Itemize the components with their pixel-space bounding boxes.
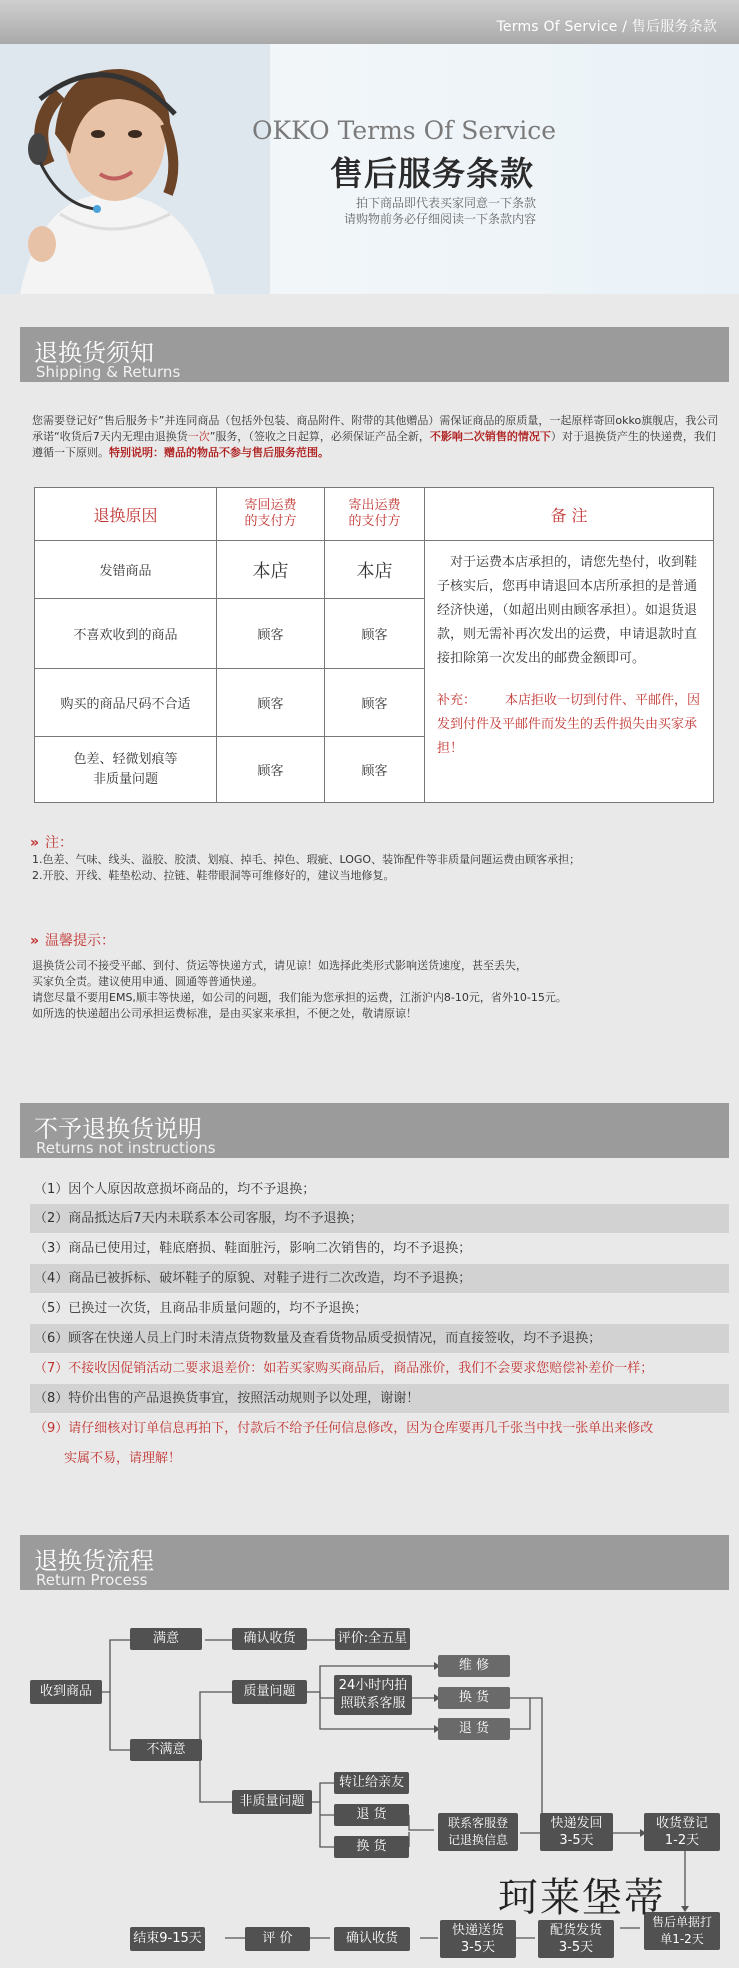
note-line-1: 1.色差、气味、线头、溢胶、胶渍、划痕、掉毛、掉色、瑕疵、LOGO、装饰配件等非质量问题运费由顾客承担； bbox=[32, 853, 581, 866]
section-title: 退换货须知 bbox=[34, 339, 154, 367]
no-return-item-9-cont: 实属不易，请理解！ bbox=[64, 1451, 182, 1466]
flow-refund-2: 退 货 bbox=[334, 1804, 409, 1826]
flow-contact-24h bbox=[334, 1675, 412, 1715]
th-out-fee-b: 的支付方 bbox=[348, 514, 401, 529]
th-back-fee bbox=[217, 488, 325, 541]
flow-confirm-receipt-2: 确认收货 bbox=[334, 1927, 410, 1951]
flow-rate-five-star: 评价:全五星 bbox=[335, 1628, 410, 1650]
no-return-item-2: （2）商品抵达后7天内未联系本公司客服，均不予退换； bbox=[30, 1204, 729, 1233]
th-back-fee-b: 的支付方 bbox=[244, 514, 297, 529]
flow-contact-cs bbox=[438, 1813, 518, 1851]
flow-ship-out bbox=[440, 1920, 516, 1958]
flow-exchange: 换 货 bbox=[438, 1687, 510, 1709]
row4-reason bbox=[35, 737, 217, 803]
tip-line-4: 如所选的快递超出公司承担运费标准，是由买家来承担，不便之处，敬请原谅！ bbox=[32, 1007, 417, 1020]
section-header-returns bbox=[20, 327, 729, 382]
section-title: 不予退换货说明 bbox=[34, 1115, 202, 1143]
th-reason: 退换原因 bbox=[35, 488, 217, 541]
row4-back: 顾客 bbox=[217, 737, 325, 803]
flow-ship-out-b: 3-5天 bbox=[460, 1940, 496, 1955]
intro-text-2: ”服务，（签收之日起算，必须保证产品全新， bbox=[209, 430, 430, 443]
no-return-item-6: （6）顾客在快递人员上门时未清点货物数量及查看货物品质受损情况，而直接签收，均不予退换； bbox=[30, 1324, 729, 1353]
note-line-2: 2.开胶、开线、鞋垫松动、拉链、鞋带眼洞等可维修好的，建议当地修复。 bbox=[32, 869, 395, 882]
flow-gift-to-friend: 转让给亲友 bbox=[334, 1772, 409, 1794]
row2-reason: 不喜欢收到的商品 bbox=[35, 599, 217, 669]
row3-back: 顾客 bbox=[217, 669, 325, 737]
flow-non-quality-issue: 非质量问题 bbox=[232, 1790, 312, 1814]
double-chevron-icon: » bbox=[30, 933, 40, 949]
row2-out: 顾客 bbox=[325, 599, 425, 669]
brand-watermark: 珂莱堡蒂 bbox=[498, 1875, 666, 1921]
remark-supplement: 本店拒收一切到付件、平邮件，因发到付件及平邮件而发生的丢件损失由买家承担！ bbox=[437, 693, 700, 756]
flow-unsatisfied: 不满意 bbox=[130, 1739, 202, 1761]
intro-text-1: 您需要登记好“售后服务卡”并连同商品（包括外包装、商品附件、附带的其他赠品）需保证商品的原质量，一起原样寄回okko旗舰店，我公司承诺“收货后7天内无理由退换货 bbox=[32, 414, 719, 443]
flow-reissue-order-b: 单1-2天 bbox=[660, 1932, 704, 1946]
no-return-item-4: （4）商品已被拆标、破坏鞋子的原貌、对鞋子进行二次改造，均不予退换； bbox=[30, 1264, 729, 1293]
customer-service-woman-image bbox=[0, 44, 270, 294]
row4-reason-a: 色差、轻微划痕等 bbox=[73, 751, 178, 767]
hero-banner bbox=[0, 44, 739, 294]
th-remark: 备 注 bbox=[425, 488, 714, 541]
flow-satisfied: 满意 bbox=[130, 1628, 202, 1650]
flow-refund: 退 货 bbox=[438, 1718, 510, 1740]
notes-title bbox=[30, 832, 73, 852]
flow-ship-out-a: 快递送货 bbox=[451, 1923, 504, 1938]
flow-contact-cs-a: 联系客服登 bbox=[447, 1816, 508, 1830]
hero-title-cn: 售后服务条款 bbox=[330, 154, 534, 193]
flow-reissue-order-a: 售后单据打 bbox=[651, 1915, 712, 1929]
return-shipping-table bbox=[34, 487, 714, 803]
tip-line-1: 退换货公司不接受平邮、到付、货运等快递方式，请见谅！如选择此类形式影响送货速度，甚至丢失， bbox=[32, 959, 527, 972]
tips-lines bbox=[32, 958, 722, 1022]
section-title: 退换货流程 bbox=[34, 1547, 154, 1575]
flow-contact-24h-a: 24小时内拍 bbox=[338, 1678, 408, 1693]
remark-cell bbox=[425, 541, 714, 803]
section-header-no-returns bbox=[20, 1103, 729, 1158]
remark-text-1: 对于运费本店承担的，请您先垫付，收到鞋子核实后，您再申请退回本店所承担的是普通经济快递，（如超出则由顾客承担）。如退货退款，则无需补再次发出的运费，申请退款时直接扣除第一次发出的邮费金额即可。 bbox=[437, 555, 698, 666]
flow-dispatch bbox=[538, 1920, 614, 1958]
no-return-item-5: （5）已换过一次货，且商品非质量问题的，均不予退换； bbox=[34, 1301, 368, 1316]
row1-back: 本店 bbox=[217, 541, 325, 599]
flow-receipt-register bbox=[644, 1813, 720, 1851]
hero-title-en: OKKO Terms Of Service bbox=[252, 116, 557, 145]
intro-text-3: ）对于退换货产生的快递费，我们遵循一下原则。 bbox=[32, 430, 716, 459]
flow-receipt-register-b: 1-2天 bbox=[664, 1833, 700, 1848]
no-return-item-8: （8）特价出售的产品退换货事宜，按照活动规则予以处理，谢谢！ bbox=[30, 1384, 729, 1413]
flow-contact-24h-b: 照联系客服 bbox=[340, 1696, 406, 1711]
row4-out: 顾客 bbox=[325, 737, 425, 803]
remark-label: 补充： bbox=[437, 693, 477, 708]
row4-reason-b: 非质量问题 bbox=[92, 771, 158, 787]
row1-out: 本店 bbox=[325, 541, 425, 599]
hero-line-2: 请购物前务必仔细阅读一下条款内容 bbox=[344, 212, 537, 226]
intro-red-1: 一次 bbox=[187, 430, 210, 443]
double-chevron-icon: » bbox=[30, 835, 40, 851]
flow-dispatch-b: 3-5天 bbox=[558, 1940, 594, 1955]
flow-receipt-register-a: 收货登记 bbox=[655, 1816, 708, 1831]
flow-repair: 维 修 bbox=[438, 1655, 510, 1677]
row3-out: 顾客 bbox=[325, 669, 425, 737]
tips-title-text: 温馨提示： bbox=[45, 933, 116, 949]
th-out-fee-a: 寄出运费 bbox=[348, 498, 401, 513]
tip-line-2: 买家负全责。建议使用申通、圆通等普通快递。 bbox=[32, 975, 263, 988]
remark-text-2 bbox=[437, 689, 701, 761]
flow-confirm-receipt: 确认收货 bbox=[232, 1628, 307, 1650]
section-subtitle: Shipping & Returns bbox=[36, 363, 181, 381]
no-return-item-3: （3）商品已使用过，鞋底磨损、鞋面脏污，影响二次销售的，均不予退换； bbox=[34, 1241, 472, 1256]
breadcrumb: Terms Of Service / 售后服务条款 bbox=[496, 19, 717, 35]
no-return-item-7: （7）不接收因促销活动二要求退差价：如若买家购买商品后，商品涨价，我们不会要求您赔偿补差价一样； bbox=[34, 1361, 654, 1376]
th-out-fee bbox=[325, 488, 425, 541]
flow-quality-issue: 质量问题 bbox=[232, 1680, 307, 1704]
top-bar bbox=[0, 0, 739, 44]
tip-line-3: 请您尽量不要用EMS,顺丰等快递，如公司的问题，我们能为您承担的运费，江浙沪内8-10元，省外10-15元。 bbox=[32, 991, 567, 1004]
flow-exchange-2: 换 货 bbox=[334, 1836, 409, 1858]
hero-line-1: 拍下商品即代表买家同意一下条款 bbox=[356, 196, 537, 210]
no-return-item-1: （1）因个人原因故意损坏商品的，均不予退换； bbox=[34, 1182, 316, 1197]
notes-title-text: 注： bbox=[45, 835, 74, 851]
section-header-process bbox=[20, 1535, 729, 1590]
row1-reason: 发错商品 bbox=[35, 541, 217, 599]
notes-lines bbox=[32, 852, 722, 884]
section-subtitle: Return Process bbox=[36, 1571, 148, 1589]
flow-ship-back-b: 3-5天 bbox=[559, 1833, 594, 1848]
returns-intro-paragraph bbox=[32, 413, 722, 461]
row2-back: 顾客 bbox=[217, 599, 325, 669]
section-subtitle: Returns not instructions bbox=[36, 1139, 216, 1157]
flow-ship-back bbox=[540, 1813, 613, 1851]
row3-reason: 购买的商品尺码不合适 bbox=[35, 669, 217, 737]
no-return-item-9: （9）请仔细核对订单信息再拍下，付款后不给予任何信息修改，因为仓库要再几千张当中找一张单出来修改 bbox=[34, 1421, 654, 1436]
flow-receive: 收到商品 bbox=[30, 1680, 102, 1704]
flow-rate: 评 价 bbox=[245, 1927, 310, 1951]
flow-dispatch-a: 配货发货 bbox=[549, 1923, 602, 1938]
intro-red-2: 不影响二次销售的情况下 bbox=[429, 430, 551, 443]
intro-red-3: 特别说明：赠品的物品不参与售后服务范围。 bbox=[109, 446, 329, 459]
flow-ship-back-a: 快递发回 bbox=[550, 1816, 603, 1831]
flow-end: 结束9-15天 bbox=[130, 1927, 205, 1951]
flow-contact-cs-b: 记退换信息 bbox=[447, 1833, 508, 1847]
tips-title bbox=[30, 930, 115, 950]
th-back-fee-a: 寄回运费 bbox=[244, 498, 297, 513]
